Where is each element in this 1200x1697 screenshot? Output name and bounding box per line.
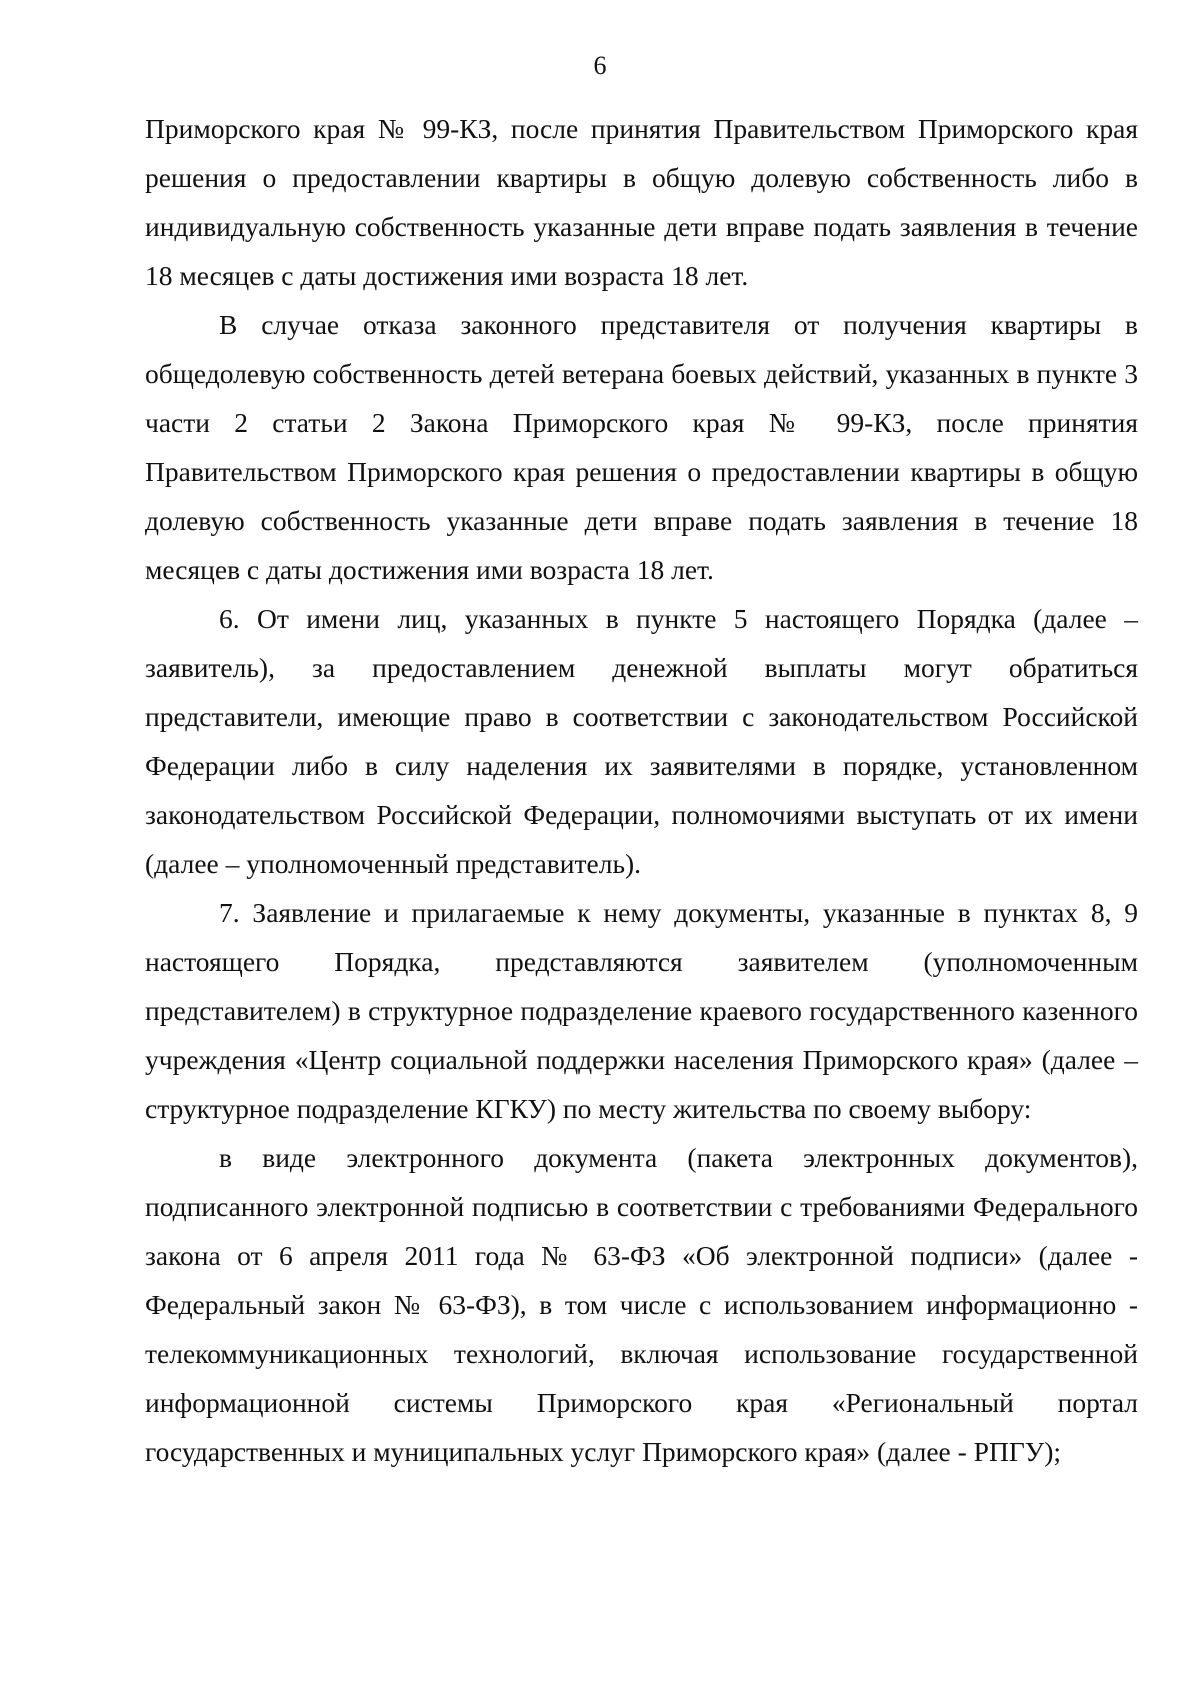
- paragraph-electronic-document: в виде электронного документа (пакета электронных документов), подписанного электронной подписью в соответствии с требованиями Федерального закона от 6 апреля 2011 года № 63-ФЗ «Об электронной подписи» (далее - Федеральный закон № 63-ФЗ), в том числе с использованием информационно - телекоммуникационных технологий, включая использование государственной информационной системы Приморского края «Региональный портал государственных и муниципальных услуг Приморского края» (далее - РПГУ);: [145, 1142, 1138, 1467]
- paragraph-continuation: Приморского края № 99-КЗ, после принятия Правительством Приморского края решения о предоставлении квартиры в общую долевую собственность либо в индивидуальную собственность указанные дети вправе подать заявления в течение 18 месяцев с даты достижения ими возраста 18 лет.: [145, 113, 1138, 291]
- paragraph-item-7: 7. Заявление и прилагаемые к нему документы, указанные в пунктах 8, 9 настоящего Порядка, представляются заявителем (уполномоченным представителем) в структурное подразделение краевого государственного казенного учреждения «Центр социальной поддержки населения Приморского края» (далее – структурное подразделение КГКУ) по месту жительства по своему выбору:: [145, 897, 1138, 1124]
- paragraph-refusal-case: В случае отказа законного представителя от получения квартиры в общедолевую собственность детей ветерана боевых действий, указанных в пункте 3 части 2 статьи 2 Закона Приморского края № 99-КЗ, после принятия Правительством Приморского края решения о предоставлении квартиры в общую долевую собственность указанные дети вправе подать заявления в течение 18 месяцев с даты достижения ими возраста 18 лет.: [145, 309, 1138, 585]
- paragraph-item-6: 6. От имени лиц, указанных в пункте 5 настоящего Порядка (далее – заявитель), за предоставлением денежной выплаты могут обратиться представители, имеющие право в соответствии с законодательством Российской Федерации либо в силу наделения их заявителями в порядке, установленном законодательством Российской Федерации, полномочиями выступать от их имени (далее – уполномоченный представитель).: [145, 603, 1138, 879]
- page-number: 6: [593, 51, 607, 80]
- document-body: [145, 104, 1138, 1476]
